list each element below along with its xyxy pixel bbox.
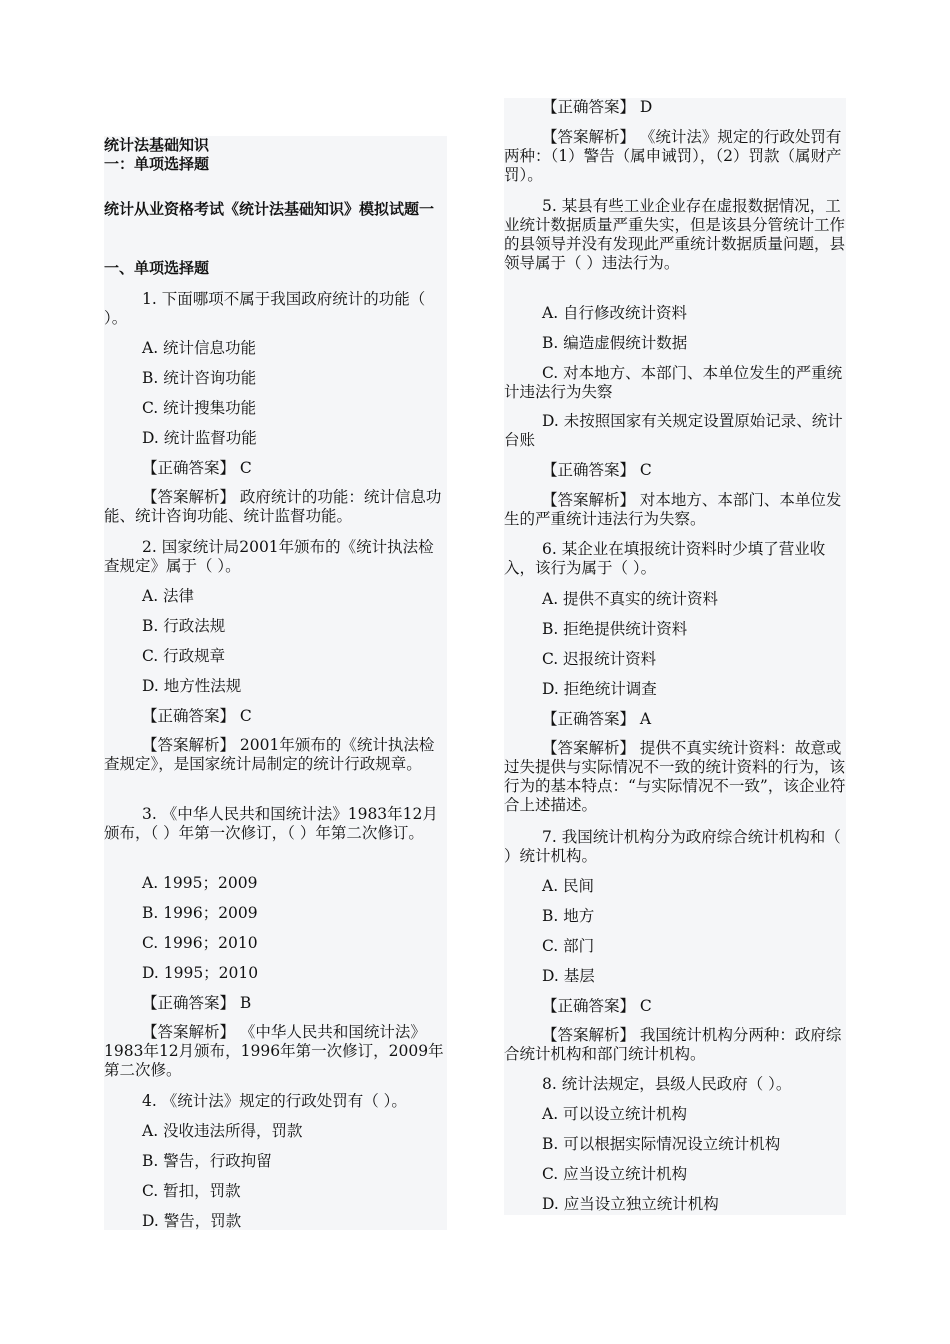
- question-text: 2. 国家统计局2001年颁布的《统计执法检查规定》属于（ ）。: [104, 538, 434, 575]
- answer-option: C. 应当设立统计机构: [542, 1165, 688, 1183]
- left-column: [104, 136, 447, 1230]
- correct-answer: 【正确答案】 C: [142, 707, 252, 725]
- answer-option: B. 地方: [542, 907, 595, 925]
- answer-option: A. 可以设立统计机构: [542, 1105, 688, 1123]
- answer-option: C. 行政规章: [142, 647, 226, 665]
- heading: 一：单项选择题: [104, 155, 210, 173]
- answer-option: C. 迟报统计资料: [542, 650, 657, 668]
- answer-option: C. 1996；2010: [142, 934, 258, 952]
- correct-answer: 【正确答案】 C: [542, 997, 652, 1015]
- answer-option: B. 行政法规: [142, 617, 226, 635]
- answer-option: B. 1996；2009: [142, 904, 258, 922]
- answer-explanation: 【答案解析】 提供不真实统计资料：故意或过失提供与实际情况不一致的统计资料的行为，该行为的基本特点：“与实际情况不一致”，该企业符合上述描述。: [504, 739, 846, 814]
- answer-option: A. 没收违法所得，罚款: [142, 1122, 303, 1140]
- answer-explanation: 【答案解析】 《中华人民共和国统计法》1983年12月颁布，1996年第一次修订，2009年第二次修。: [104, 1023, 444, 1079]
- correct-answer: 【正确答案】 C: [542, 461, 652, 479]
- answer-option: A. 自行修改统计资料: [542, 304, 688, 322]
- answer-option: A. 提供不真实的统计资料: [542, 590, 719, 608]
- answer-option: D. 拒绝统计调查: [542, 680, 657, 698]
- answer-option: C. 统计搜集功能: [142, 399, 257, 417]
- answer-explanation: 【答案解析】 我国统计机构分两种：政府综合统计机构和部门统计机构。: [504, 1026, 842, 1063]
- answer-explanation: 【答案解析】 对本地方、本部门、本单位发生的严重统计违法行为失察。: [504, 491, 842, 528]
- question-text: 3. 《中华人民共和国统计法》1983年12月颁布，（ ）年第一次修订，（ ）年第二次修订。: [104, 805, 438, 842]
- answer-option: B. 警告，行政拘留: [142, 1152, 272, 1170]
- paragraph: D. 未按照国家有关规定设置原始记录、统计台账: [504, 412, 843, 449]
- answer-option: C. 部门: [542, 937, 595, 955]
- answer-option: A. 统计信息功能: [142, 339, 257, 357]
- right-column: [504, 98, 846, 1215]
- answer-option: D. 警告，罚款: [142, 1212, 242, 1230]
- question-text: 6. 某企业在填报统计资料时少填了营业收入，该行为属于（ ）。: [504, 540, 826, 577]
- question-text: 7. 我国统计机构分为政府综合统计机构和（ ）统计机构。: [504, 828, 846, 865]
- question-text: 1. 下面哪项不属于我国政府统计的功能（ ）。: [104, 290, 431, 327]
- answer-explanation: 【答案解析】 2001年颁布的《统计执法检查规定》，是国家统计局制定的统计行政规章。: [104, 736, 435, 773]
- answer-explanation: 【答案解析】 《统计法》规定的行政处罚有两种：（1）警告（属申诫罚），（2）罚款（属财产罚）。: [504, 128, 842, 184]
- answer-option: D. 地方性法规: [142, 677, 242, 695]
- heading: 一、单项选择题: [104, 259, 210, 277]
- answer-option: A. 1995；2009: [142, 874, 258, 892]
- answer-option: A. 法律: [142, 587, 195, 605]
- correct-answer: 【正确答案】 B: [142, 994, 252, 1012]
- answer-option: B. 可以根据实际情况设立统计机构: [542, 1135, 781, 1153]
- paragraph: C. 对本地方、本部门、本单位发生的严重统计违法行为失察: [504, 364, 843, 401]
- answer-option: B. 统计咨询功能: [142, 369, 257, 387]
- answer-option: D. 统计监督功能: [142, 429, 257, 447]
- correct-answer: 【正确答案】 A: [542, 710, 652, 728]
- answer-option: D. 应当设立独立统计机构: [542, 1195, 719, 1213]
- answer-explanation: 【答案解析】 政府统计的功能：统计信息功能、统计咨询功能、统计监督功能。: [104, 488, 442, 525]
- answer-option: D. 1995；2010: [142, 964, 259, 982]
- question-text: 8. 统计法规定，县级人民政府（ ）。: [542, 1075, 792, 1093]
- heading: 统计从业资格考试《统计法基础知识》模拟试题一: [104, 200, 435, 218]
- answer-option: B. 拒绝提供统计资料: [542, 620, 688, 638]
- heading: 统计法基础知识: [104, 136, 210, 154]
- correct-answer: 【正确答案】 C: [142, 459, 252, 477]
- answer-option: B. 编造虚假统计数据: [542, 334, 688, 352]
- answer-option: D. 基层: [542, 967, 595, 985]
- question-text: 5. 某县有些工业企业存在虚报数据情况，工业统计数据质量严重失实，但是该县分管统计工作的县领导并没有发现此严重统计数据质量问题，县领导属于（ ）违法行为。: [504, 197, 846, 272]
- correct-answer: 【正确答案】 D: [542, 98, 653, 116]
- answer-option: A. 民间: [542, 877, 595, 895]
- answer-option: C. 暂扣，罚款: [142, 1182, 241, 1200]
- question-text: 4. 《统计法》规定的行政处罚有（ ）。: [142, 1092, 407, 1110]
